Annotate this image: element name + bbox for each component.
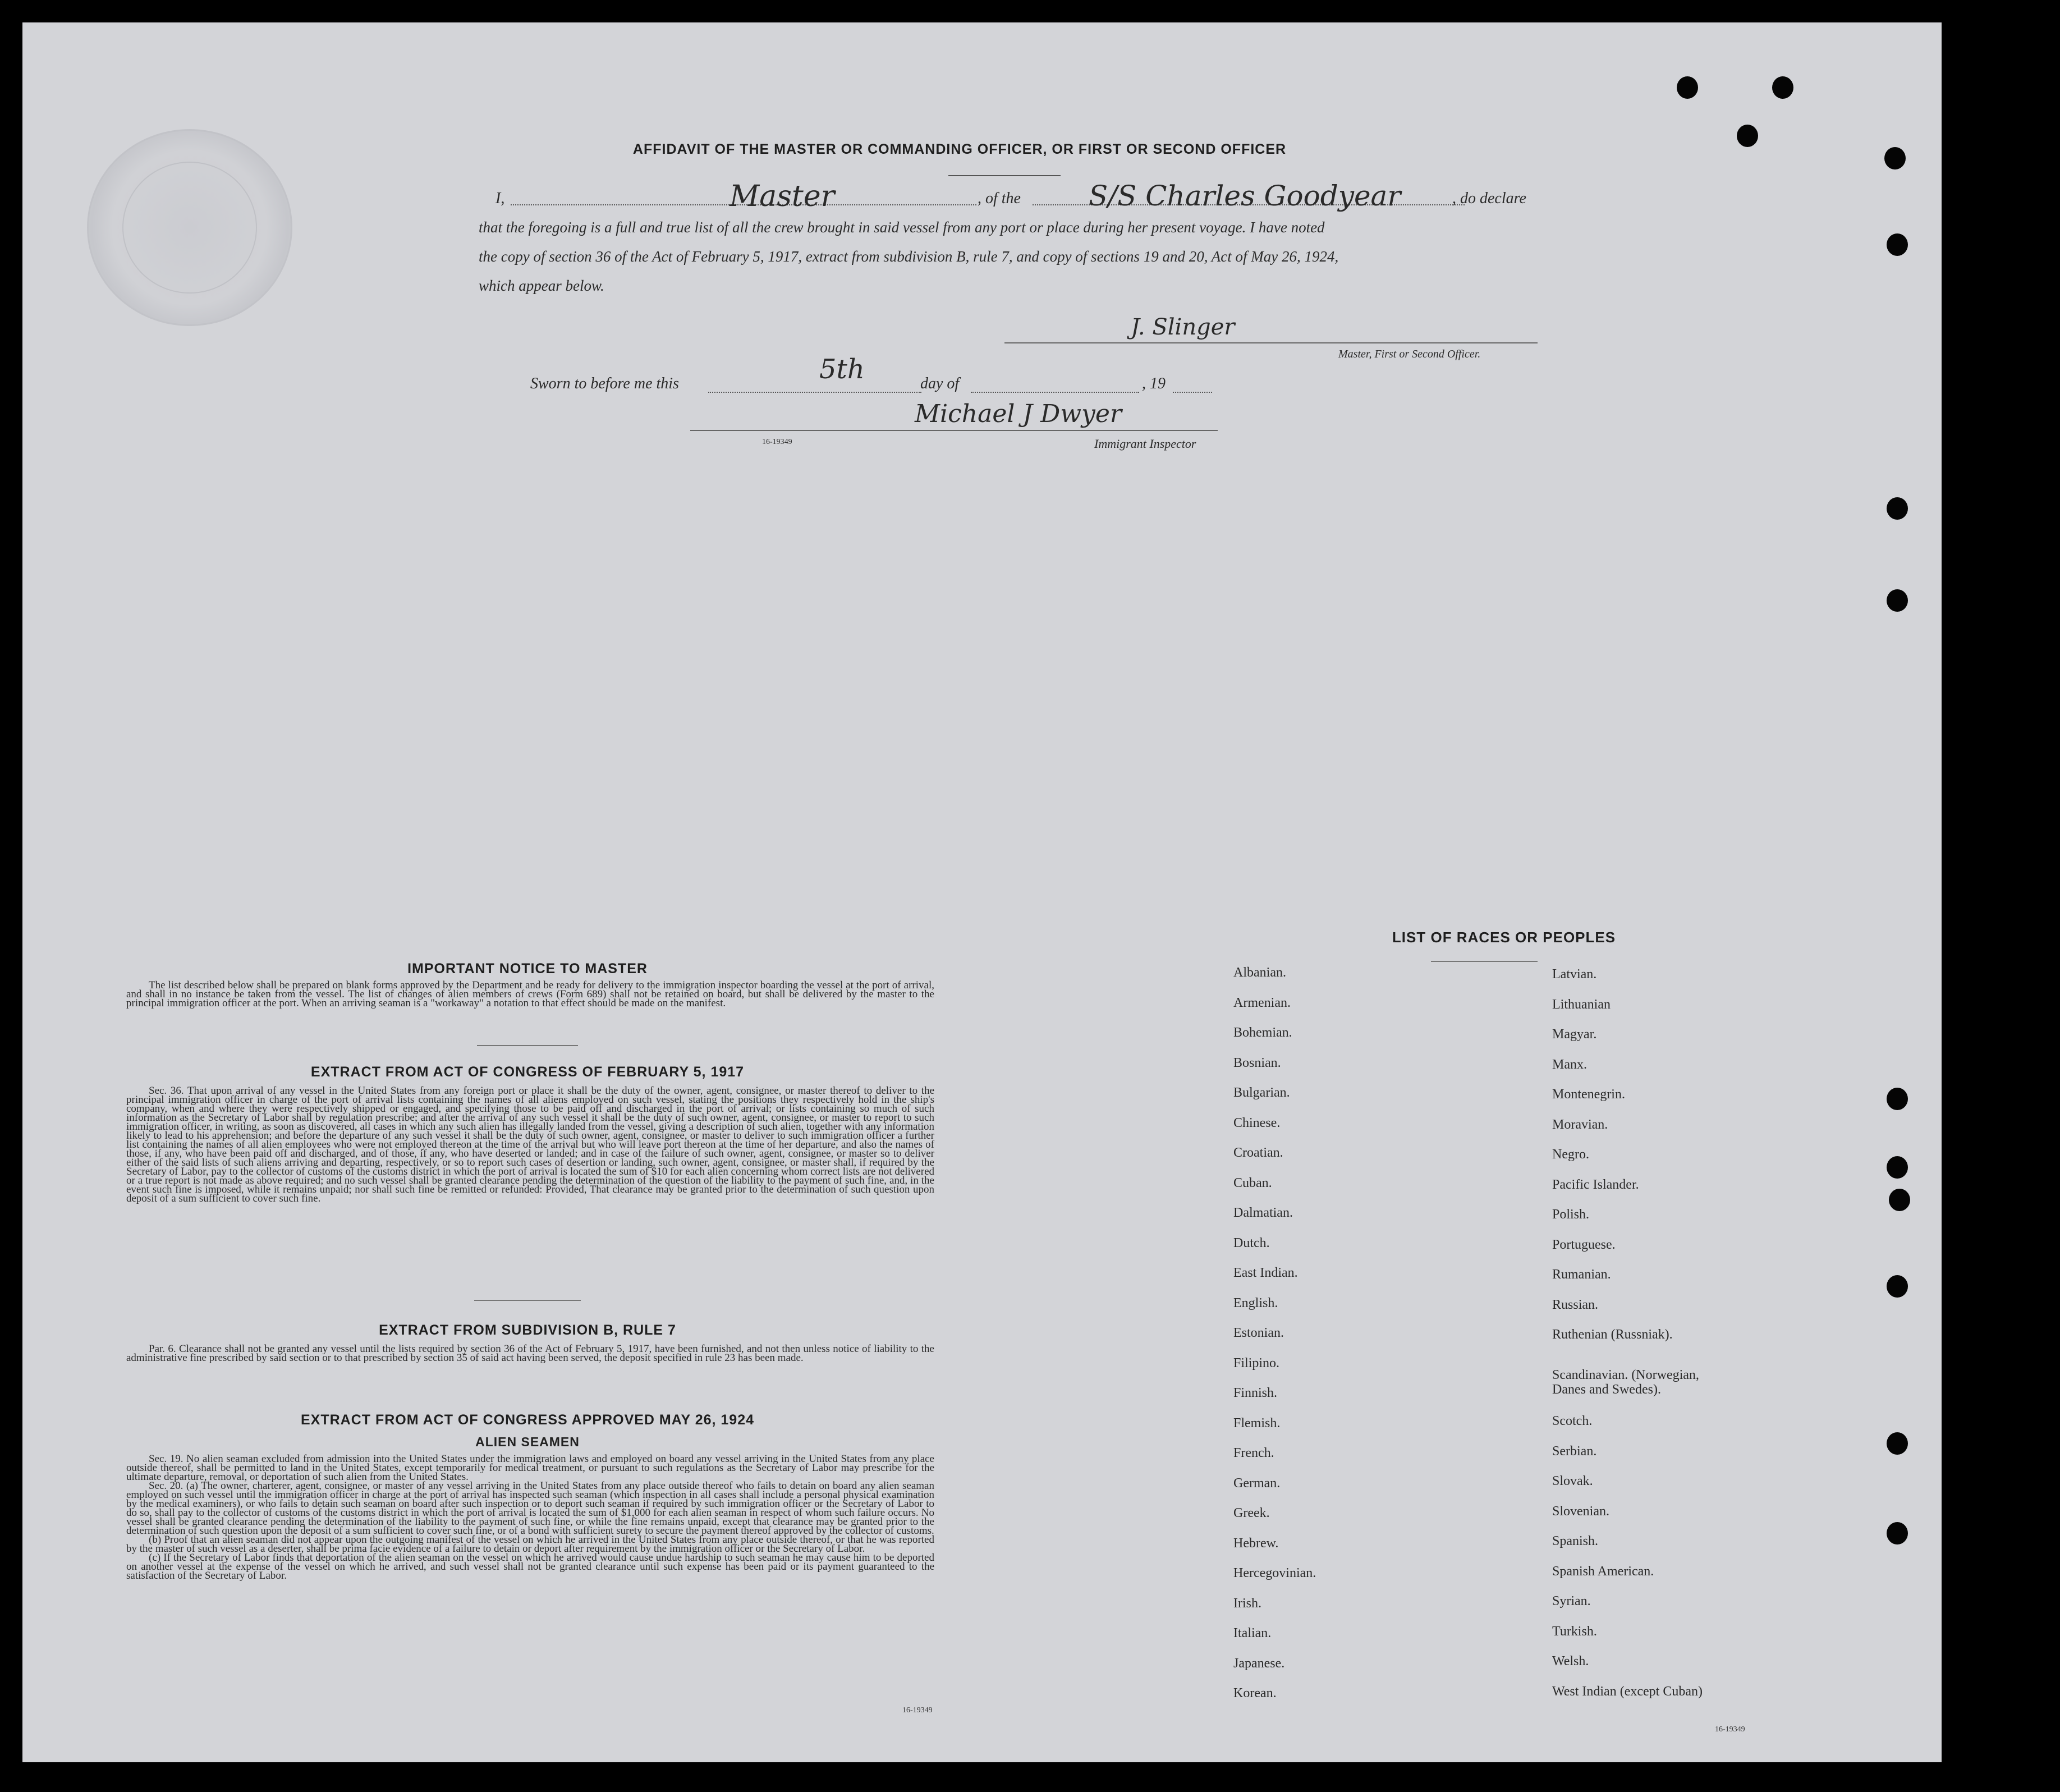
- extract-1917-text: [126, 1087, 934, 1203]
- race-item: Flemish.: [1233, 1415, 1281, 1431]
- sec-20b-paragraph: (b) Proof that an alien seaman did not appear upon the outgoing manifest of the vessel on which he arrived in the United States from any place outside thereof, or that he was reported by the master of such vessel as a deserter, shall be prima facie evidence of a failure to detain or deport after requirement by the immigration officer or the Secretary of Labor.: [126, 1534, 934, 1555]
- race-item: Croatian.: [1233, 1145, 1283, 1160]
- i-label: I,: [495, 190, 505, 207]
- race-item: Finnish.: [1233, 1386, 1278, 1400]
- race-item: Bulgarian.: [1233, 1085, 1290, 1100]
- race-item: Syrian.: [1552, 1594, 1591, 1608]
- race-item: Turkish.: [1552, 1624, 1597, 1639]
- binding-hole: [1884, 147, 1906, 169]
- race-item: Latvian.: [1552, 967, 1597, 982]
- race-item: Rumanian.: [1552, 1267, 1611, 1282]
- notice-title: IMPORTANT NOTICE TO MASTER: [407, 961, 648, 977]
- notice-text: [126, 981, 934, 1008]
- race-item: Filipino.: [1233, 1355, 1280, 1371]
- notice-divider: [477, 1045, 578, 1046]
- races-divider: [1431, 961, 1538, 962]
- extract-1924-text: [126, 1455, 934, 1580]
- extract-1917-title: EXTRACT FROM ACT OF CONGRESS OF FEBRUARY 5, 1917: [310, 1064, 745, 1080]
- affidavit-form-number: 16-19349: [762, 438, 792, 446]
- officer-signature-line: [1004, 342, 1538, 343]
- race-item: Korean.: [1233, 1686, 1277, 1701]
- race-item: Albanian.: [1233, 965, 1286, 980]
- race-item: Magyar.: [1552, 1027, 1597, 1042]
- inspector-caption: Immigrant Inspector: [1094, 437, 1196, 451]
- race-item: English.: [1233, 1295, 1278, 1310]
- race-item: Portuguese.: [1552, 1237, 1616, 1252]
- extract-rule7-text: [126, 1345, 934, 1363]
- race-item: West Indian (except Cuban): [1552, 1684, 1703, 1699]
- day-of-label: day of: [920, 375, 960, 392]
- year-label: , 19: [1142, 375, 1166, 392]
- race-item: Bohemian.: [1233, 1025, 1292, 1040]
- race-item: Pacific Islander.: [1552, 1177, 1639, 1192]
- race-item: Scotch.: [1552, 1414, 1593, 1428]
- binding-hole: [1887, 589, 1908, 612]
- month-dotted-line: [971, 392, 1139, 393]
- officer-caption: Master, First or Second Officer.: [1338, 348, 1481, 360]
- affidavit-body-line-3: which appear below.: [479, 277, 604, 294]
- race-item: Moravian.: [1552, 1117, 1608, 1132]
- race-item: Manx.: [1552, 1057, 1587, 1072]
- race-item: Dutch.: [1233, 1235, 1270, 1250]
- sec-20a-paragraph: Sec. 20. (a) The owner, charterer, agent, consignee, or master of any vessel arriving in the United States from any place outside thereof who fails to detain on board any alien seaman employed on such vessel until the immigration officer in charge at the port of arrival has inspected such seaman (which inspection in all cases shall include a personal physical examination by the medical examiners), or who fails to detain such seaman on board after such inspection or to deport such seaman if required by such immigration officer or the Secretary of Labor to do so, shall pay to the collector of customs of the customs district in which the port of arrival is located the sum of $1,000 for each alien seaman in respect of whom such failure occurs. No vessel shall be granted clearance pending the determination of the liability to the payment of such fine, or while the fine remains unpaid, except that clearance may be granted prior to the determination of such question upon the deposit of a sum sufficient to cover such fine, or of a bond with sufficient surety to secure the payment thereof approved by the collector of customs.: [126, 1480, 934, 1537]
- do-declare-label: , do declare: [1452, 190, 1526, 207]
- year-dotted-line: [1173, 392, 1212, 393]
- affidavit-body-line-1: that the foregoing is a full and true list of all the crew brought in said vessel from any port or place during her present voyage. I have noted: [479, 219, 1325, 236]
- master-handwritten: Master: [730, 180, 835, 213]
- race-item: East Indian.: [1233, 1266, 1298, 1280]
- extract-1924-title: EXTRACT FROM ACT OF CONGRESS APPROVED MAY 26, 1924: [300, 1412, 755, 1428]
- binding-hole: [1889, 1189, 1910, 1211]
- day-handwritten: 5th: [819, 354, 865, 385]
- title-divider: [948, 175, 1061, 176]
- race-item: Japanese.: [1233, 1656, 1285, 1671]
- race-item: Scandinavian. (Norwegian, Danes and Swedes).: [1552, 1368, 1699, 1397]
- race-item: Serbian.: [1552, 1443, 1597, 1459]
- race-item: Hebrew.: [1233, 1536, 1279, 1551]
- race-item: Cuban.: [1233, 1175, 1272, 1190]
- extract-form-number: 16-19349: [902, 1706, 933, 1715]
- day-dotted-line: [708, 392, 921, 393]
- race-item: Bosnian.: [1233, 1055, 1281, 1070]
- affidavit-title: AFFIDAVIT OF THE MASTER OR COMMANDING OFFICER, OR FIRST OR SECOND OFFICER: [632, 141, 1287, 157]
- sec-19-paragraph: Sec. 19. No alien seaman excluded from admission into the United States under the immigration laws and employed on board any vessel arriving in the United States from any place outside thereof, shall be permitted to land in the United States, except temporarily for medical treatment, or pursuant to such regulations as the Secretary of Labor may prescribe for the ultimate departure, removal, or deportation of such alien from the United States.: [126, 1453, 934, 1483]
- of-the-label: , of the: [978, 190, 1021, 207]
- alien-seamen-subtitle: ALIEN SEAMEN: [475, 1434, 580, 1449]
- race-item: Slovenian.: [1552, 1504, 1609, 1519]
- race-item: Armenian.: [1233, 995, 1291, 1010]
- race-item: Welsh.: [1552, 1654, 1589, 1669]
- affidavit-body-line-2: the copy of section 36 of the Act of February 5, 1917, extract from subdivision B, rule 7, and copy of sections 19 and 20, Act of May 26, 1924,: [479, 248, 1339, 265]
- binding-hole: [1887, 1088, 1908, 1110]
- vessel-handwritten: S/S Charles Goodyear: [1089, 180, 1401, 212]
- race-item: German.: [1233, 1475, 1281, 1491]
- binding-hole: [1887, 1156, 1908, 1179]
- race-item: Greek.: [1233, 1506, 1270, 1520]
- binding-hole: [1887, 233, 1908, 256]
- extract-rule7-paragraph: Par. 6. Clearance shall not be granted any vessel until the lists required by section 36 of the Act of February 5, 1917, have been furnished, and not then unless notice of liability to the administrative fine prescribed by said section or to that prescribed by section 35 of said act having been served, the deposit specified in rule 23 has been made.: [126, 1343, 934, 1364]
- sworn-label: Sworn to before me this: [530, 375, 679, 392]
- officer-signature: J. Slinger: [1131, 314, 1235, 340]
- extract-rule7-title: EXTRACT FROM SUBDIVISION B, RULE 7: [379, 1322, 676, 1338]
- notice-paragraph: The list described below shall be prepared on blank forms approved by the Department and be ready for delivery to the immigration inspector boarding the vessel at the port of arrival, and shall in no instance be taken from the vessel. The list of changes of alien members of crews (Form 689) shall not be retained on board, but shall be delivered by the master to the principal immigration officer at the port. When an arriving seaman is a "workaway" a notation to that effect should be made on the manifest.: [126, 979, 934, 1009]
- binding-hole: [1677, 76, 1698, 99]
- race-item: Irish.: [1233, 1596, 1261, 1611]
- race-item: Negro.: [1552, 1147, 1589, 1162]
- race-item: Ruthenian (Russniak).: [1552, 1327, 1673, 1342]
- race-item: Polish.: [1552, 1207, 1590, 1222]
- race-item: Italian.: [1233, 1626, 1272, 1640]
- binding-hole: [1887, 1522, 1908, 1544]
- race-item: Spanish American.: [1552, 1564, 1654, 1579]
- race-item: Spanish.: [1552, 1534, 1599, 1548]
- inspector-signature-line: [690, 430, 1218, 431]
- races-form-number: 16-19349: [1715, 1725, 1745, 1734]
- inspector-signature: Michael J Dwyer: [915, 400, 1122, 428]
- race-item: Dalmatian.: [1233, 1206, 1293, 1220]
- binding-hole: [1887, 1275, 1908, 1298]
- binding-hole: [1737, 125, 1758, 147]
- extract-1917-paragraph: Sec. 36. That upon arrival of any vessel in the United States from any foreign port or place it shall be the duty of the owner, agent, consignee, or master thereof to deliver to the principal immigration officer in charge of the port of arrival lists containing the names of all aliens employed on such vessel, stating the positions they respectively hold in the ship's company, when and where they were respectively shipped or engaged, and specifying those to be paid off and discharged in the port of arrival; or lists containing so much of such information as the Secretary of Labor shall by regulation prescribe; and after the arrival of any such vessel it shall be the duty of such owner, agent, consignee, or master to report to such immigration officer, in writing, as soon as discovered, all cases in which any such alien has illegally landed from the vessel, giving a description of such alien, together with any information likely to lead to his apprehension; and before the departure of any such vessel it shall be the duty of such owner, agent, consignee, or master to deliver to such immigration officer a further list containing the names of all alien employees who were not employed thereon at the time of the arrival but who will leave port thereon at the time of her departure, and also the names of those, if any, who have been paid off and discharged, and of those, if any, who have deserted or landed; and in case of the failure of such owner, agent, consignee, or master so to deliver either of the said lists of such aliens arriving and departing, respectively, or so to report such cases of desertion or landing, such owner, agent, consignee, or master shall, if required by the Secretary of Labor, pay to the collector of customs of the customs district in which the port of arrival is located the sum of $10 for each alien concerning whom correct lists are not delivered or a true report is not made as above required; and no such vessel shall be granted clearance pending the determination of the question of the liability to the payment of such fine, and, in the event such fine is imposed, while it remains unpaid; nor shall such fine be remitted or refunded: Provided, That clearance may be granted prior to the determination of such question upon deposit of a sum sufficient to cover such fine.: [126, 1085, 934, 1204]
- sec-20c-paragraph: (c) If the Secretary of Labor finds that deportation of the alien seaman on the vessel on which he arrived would cause undue hardship to such seaman he may cause him to be deported on another vessel at the expense of the vessel on which he arrived, and such vessel shall not be granted clearance until such expense has been paid or its payment guaranteed to the satisfaction of the Secretary of Labor.: [126, 1552, 934, 1582]
- race-item: Lithuanian: [1552, 997, 1611, 1012]
- binding-hole: [1887, 497, 1908, 520]
- binding-hole: [1772, 76, 1793, 99]
- race-item: Hercegovinian.: [1233, 1566, 1316, 1580]
- race-item: Chinese.: [1233, 1115, 1281, 1130]
- race-item: Slovak.: [1552, 1474, 1593, 1488]
- embossed-seal-icon: [87, 129, 292, 326]
- binding-hole: [1887, 1432, 1908, 1455]
- race-item: Russian.: [1552, 1297, 1599, 1312]
- race-item: Estonian.: [1233, 1326, 1284, 1340]
- race-item: Montenegrin.: [1552, 1087, 1625, 1102]
- race-item: French.: [1233, 1446, 1274, 1460]
- races-title: LIST OF RACES OR PEOPLES: [1392, 929, 1616, 946]
- extract-1917-divider: [474, 1300, 581, 1301]
- document-page: [22, 22, 1942, 1762]
